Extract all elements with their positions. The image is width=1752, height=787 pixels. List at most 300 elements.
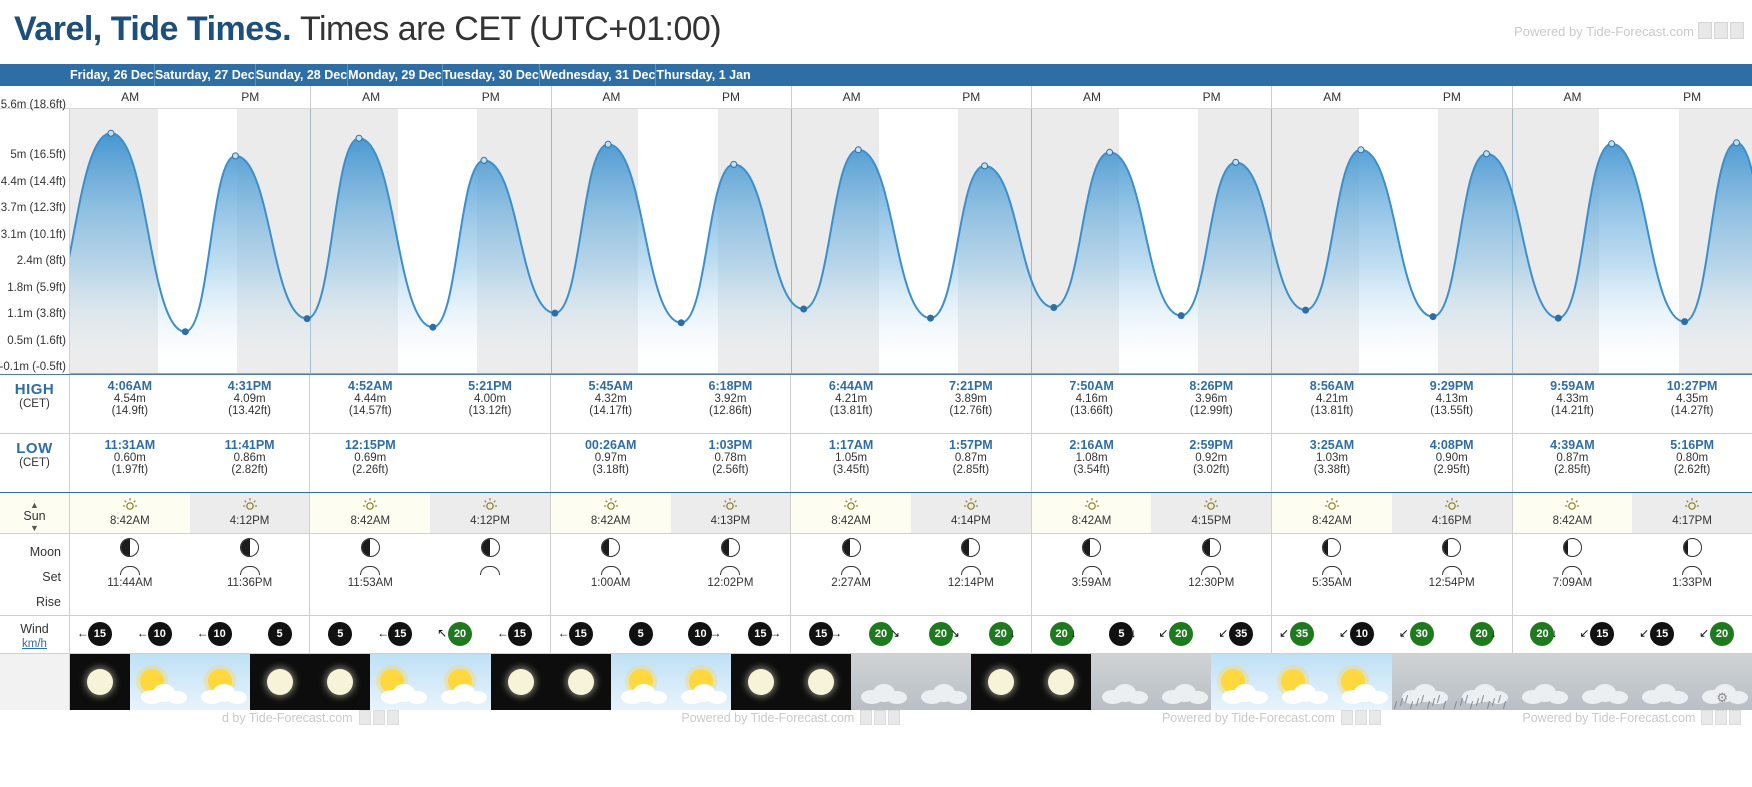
tide-curve-svg bbox=[70, 109, 1752, 374]
footer-flag-icon-3[interactable] bbox=[888, 710, 900, 725]
wind-cell-3-2 bbox=[911, 616, 971, 653]
y-tick-2: 1.1m (3.8ft) bbox=[7, 308, 66, 321]
low-height-m-6-0: 0.87m bbox=[1556, 452, 1589, 464]
weather-cell-2-0 bbox=[551, 654, 611, 710]
high-height-m-2-0: 4.32m bbox=[594, 393, 627, 405]
moon-phase-icon-0-0 bbox=[120, 538, 139, 557]
weather-cell-3-3 bbox=[971, 654, 1031, 710]
moon-cell-5-1 bbox=[1392, 534, 1512, 615]
low-day-5 bbox=[1271, 434, 1511, 492]
high-cell-3-0 bbox=[791, 375, 911, 433]
moon-phase-icon-4-1 bbox=[1202, 538, 1221, 557]
sun-day-0 bbox=[70, 493, 309, 533]
sun-cell-4-1 bbox=[1151, 493, 1271, 533]
low-height-ft-5-1: (2.95ft) bbox=[1433, 464, 1470, 476]
low-height-ft-4-1: (3.02ft) bbox=[1193, 464, 1230, 476]
low-cell-5-0 bbox=[1272, 434, 1392, 492]
high-height-m-3-1: 3.89m bbox=[954, 393, 987, 405]
wind-direction-arrow-icon-3-3: ↓ bbox=[1009, 626, 1016, 640]
sun-time-2-1: 4:13PM bbox=[710, 515, 751, 527]
am-label-2: AM bbox=[602, 90, 621, 104]
wind-cell-5-2 bbox=[1392, 616, 1452, 653]
wind-direction-arrow-icon-2-0: ← bbox=[557, 626, 570, 640]
wind-cell-5-1 bbox=[1332, 616, 1392, 653]
wind-speed-badge-4-2: 20 bbox=[1169, 622, 1193, 646]
weather-cell-2-2 bbox=[671, 654, 731, 710]
moon-time-1-0: 11:53AM bbox=[347, 577, 393, 589]
moon-rise-arc-icon-2-0 bbox=[601, 566, 621, 575]
moon-rise-arc-icon-6-0 bbox=[1562, 566, 1582, 575]
wind-cell-3-0 bbox=[791, 616, 851, 653]
low-cell-1-0 bbox=[310, 434, 430, 492]
weather-day-4 bbox=[1031, 654, 1271, 710]
high-cell-6-0 bbox=[1513, 375, 1633, 433]
wind-direction-arrow-icon-4-0: ↓ bbox=[1070, 626, 1077, 640]
low-cell-5-1 bbox=[1392, 434, 1512, 492]
wind-direction-arrow-icon-0-2: ← bbox=[196, 626, 209, 640]
high-day-5 bbox=[1271, 375, 1511, 433]
wind-speed-badge-6-2: 15 bbox=[1650, 622, 1674, 646]
wind-speed-badge-6-3: 20 bbox=[1710, 622, 1734, 646]
footer-flag-icon-1[interactable] bbox=[1701, 710, 1713, 725]
moon-rise-label: Rise bbox=[35, 595, 61, 609]
high-height-m-1-0: 4.44m bbox=[354, 393, 387, 405]
weather-cells bbox=[70, 654, 1752, 710]
day-header-6: Thursday, 1 Jan bbox=[655, 64, 750, 86]
low-time-2-1: 1:03PM bbox=[708, 438, 753, 452]
low-day-6 bbox=[1512, 434, 1752, 492]
wind-speed-badge-3-2: 20 bbox=[929, 622, 953, 646]
moon-cell-0-1 bbox=[190, 534, 310, 615]
low-height-ft-3-0: (3.45ft) bbox=[832, 464, 870, 476]
weather-row bbox=[0, 653, 1752, 710]
footer-powered-text-2: Powered by Tide-Forecast.com bbox=[1161, 710, 1335, 725]
weather-cell-3-2 bbox=[911, 654, 971, 710]
wind-speed-badge-4-3: 35 bbox=[1229, 622, 1253, 646]
high-time-4-1: 8:26PM bbox=[1189, 379, 1234, 393]
sun-time-1-1: 4:12PM bbox=[470, 515, 510, 527]
moon-cell-3-0 bbox=[791, 534, 911, 615]
am-label-4: AM bbox=[1082, 90, 1101, 104]
moon-time-0-1: 11:36PM bbox=[226, 577, 273, 589]
am-label-1: AM bbox=[362, 90, 381, 104]
low-height-m-4-0: 1.08m bbox=[1075, 452, 1108, 464]
wind-direction-arrow-icon-2-3: → bbox=[769, 626, 782, 640]
moon-phase-icon-2-1 bbox=[721, 538, 740, 557]
low-cell-2-1 bbox=[671, 434, 791, 492]
high-height-ft-1-0: (14.57ft) bbox=[348, 405, 392, 417]
wind-direction-arrow-icon-1-1: ← bbox=[377, 626, 390, 640]
wind-cell-5-0 bbox=[1272, 616, 1332, 653]
weather-cell-5-2 bbox=[1392, 654, 1452, 710]
high-height-ft-4-0: (13.66ft) bbox=[1070, 405, 1113, 417]
high-cell-5-1 bbox=[1392, 375, 1512, 433]
flag-icon-1[interactable] bbox=[1698, 22, 1712, 39]
low-height-m-3-1: 0.87m bbox=[954, 452, 987, 464]
moon-time-4-1: 12:30PM bbox=[1188, 577, 1235, 589]
sunrise-icon bbox=[1442, 497, 1462, 511]
y-tick-4: 2.4m (8ft) bbox=[16, 255, 66, 268]
low-cell-3-0 bbox=[791, 434, 911, 492]
moon-phase-icon-6-0 bbox=[1563, 538, 1582, 557]
day-header-5: Wednesday, 31 Dec bbox=[539, 64, 656, 86]
sun-time-4-1: 4:15PM bbox=[1191, 515, 1232, 527]
cloud-icon bbox=[621, 682, 667, 704]
language-flags-top[interactable] bbox=[1698, 22, 1744, 39]
moon-icon-3-0 bbox=[808, 669, 834, 695]
high-time-3-0: 6:44AM bbox=[828, 379, 874, 393]
weather-day-5 bbox=[1271, 654, 1511, 710]
sunrise-icon bbox=[841, 497, 861, 511]
sun-row bbox=[0, 492, 1752, 533]
footer-flag-icon-2[interactable] bbox=[1715, 710, 1727, 725]
footer-powered-text-1: Powered by Tide-Forecast.com bbox=[681, 710, 855, 725]
low-time-0-1: 11:41PM bbox=[224, 438, 275, 452]
wind-direction-arrow-icon-3-0: → bbox=[830, 626, 843, 640]
moon-time-6-0: 7:09AM bbox=[1552, 577, 1593, 589]
high-time-2-0: 5:45AM bbox=[588, 379, 633, 393]
ampm-day-2 bbox=[551, 86, 791, 109]
low-height-ft-2-1: (2.56ft) bbox=[712, 464, 749, 476]
low-cell-4-1 bbox=[1151, 434, 1271, 492]
footer-powered-1 bbox=[551, 710, 1032, 725]
high-height-m-6-0: 4.33m bbox=[1556, 393, 1589, 405]
sun-cell-3-1 bbox=[911, 493, 1031, 533]
moon-cells bbox=[70, 534, 1752, 615]
weather-cell-6-0 bbox=[1512, 654, 1572, 710]
sunrise-icon bbox=[1201, 497, 1221, 511]
wind-cell-0-0 bbox=[70, 616, 130, 653]
high-height-ft-0-1: (13.42ft) bbox=[228, 405, 271, 417]
cloud-icon bbox=[1342, 682, 1388, 704]
cloud-icon bbox=[381, 682, 427, 704]
weather-day-3 bbox=[791, 654, 1031, 710]
cloud-icon bbox=[1582, 682, 1628, 704]
y-tick-1: 0.5m (1.6ft) bbox=[7, 334, 66, 347]
footer-flag-icon-1[interactable] bbox=[860, 710, 872, 725]
wind-cell-3-3 bbox=[971, 616, 1031, 653]
wind-cells bbox=[70, 616, 1752, 653]
moon-icon-3-3 bbox=[988, 669, 1014, 695]
high-label-text: HIGH bbox=[14, 381, 55, 398]
high-height-m-3-0: 4.21m bbox=[835, 393, 868, 405]
weather-day-2 bbox=[551, 654, 791, 710]
wind-direction-arrow-icon-6-0: ↓ bbox=[1551, 626, 1558, 640]
wind-cell-0-1 bbox=[130, 616, 190, 653]
low-height-m-6-1: 0.80m bbox=[1676, 452, 1709, 464]
ampm-row bbox=[0, 86, 1752, 109]
footer-strip bbox=[0, 710, 1752, 725]
high-tide-row bbox=[0, 374, 1752, 433]
moon-cell-6-1 bbox=[1632, 534, 1752, 615]
pm-label-2: PM bbox=[722, 90, 741, 104]
moon-phase-icon-3-1 bbox=[961, 538, 980, 557]
low-time-4-0: 2:16AM bbox=[1069, 438, 1114, 452]
footer-flag-icon-2[interactable] bbox=[1355, 710, 1367, 725]
ampm-day-6 bbox=[1512, 86, 1752, 109]
wind-direction-arrow-icon-4-2: ↙ bbox=[1158, 626, 1169, 640]
day-header-4: Tuesday, 30 Dec bbox=[442, 64, 539, 86]
pm-label-4: PM bbox=[1202, 90, 1221, 104]
sun-time-5-1: 4:16PM bbox=[1431, 515, 1472, 527]
sun-cell-0-0 bbox=[70, 493, 190, 533]
moon-time-5-0: 5:35AM bbox=[1312, 577, 1352, 589]
high-day-1 bbox=[309, 375, 549, 433]
wind-cell-4-2 bbox=[1151, 616, 1211, 653]
sun-cell-6-1 bbox=[1632, 493, 1752, 533]
low-height-ft-2-0: (3.18ft) bbox=[592, 464, 629, 476]
low-day-0 bbox=[70, 434, 309, 492]
high-cell-2-0 bbox=[551, 375, 671, 433]
low-cell-0-1 bbox=[190, 434, 310, 492]
high-tide-label bbox=[0, 375, 70, 433]
y-tick-9: 5.6m (18.6ft) bbox=[0, 99, 66, 111]
high-time-6-0: 9:59AM bbox=[1550, 379, 1595, 393]
high-time-0-0: 4:06AM bbox=[107, 379, 153, 393]
sunrise-icon bbox=[1682, 497, 1702, 511]
moon-cell-2-1 bbox=[671, 534, 791, 615]
high-height-ft-6-0: (14.21ft) bbox=[1550, 405, 1594, 417]
footer-powered-0 bbox=[70, 710, 551, 725]
wind-direction-arrow-icon-5-1: ↙ bbox=[1338, 626, 1349, 640]
high-height-m-5-0: 4.21m bbox=[1315, 393, 1348, 405]
weather-cell-0-3 bbox=[250, 654, 310, 710]
sun-cell-2-1 bbox=[671, 493, 791, 533]
day-header-1: Saturday, 27 Dec bbox=[154, 64, 255, 86]
moon-set-arc-icon-1-0 bbox=[360, 566, 380, 575]
moon-cell-2-0 bbox=[551, 534, 671, 615]
sun-cell-0-1 bbox=[190, 493, 310, 533]
moon-day-3 bbox=[790, 534, 1030, 615]
footer-powered-text-0: d by Tide-Forecast.com bbox=[221, 710, 353, 725]
wind-direction-arrow-icon-2-2: → bbox=[709, 626, 722, 640]
cloud-icon bbox=[1162, 682, 1208, 704]
low-tide-row bbox=[0, 434, 1752, 492]
wind-day-6 bbox=[1512, 616, 1752, 653]
wind-speed-badge-4-0: 20 bbox=[1050, 622, 1074, 646]
footer-flags-2[interactable] bbox=[1341, 710, 1381, 725]
moon-icon-2-0 bbox=[568, 669, 594, 695]
moon-time-4-0: 3:59AM bbox=[1071, 577, 1112, 589]
wind-unit-link[interactable]: km/h bbox=[22, 638, 47, 650]
weather-cell-1-1 bbox=[370, 654, 430, 710]
footer-powered-text-3: Powered by Tide-Forecast.com bbox=[1522, 710, 1696, 725]
moon-icon-0-0 bbox=[87, 669, 113, 695]
wind-speed-badge-2-1: 5 bbox=[629, 622, 653, 646]
wind-cell-6-2 bbox=[1632, 616, 1692, 653]
timezone-title: Times are CET (UTC+01:00) bbox=[299, 10, 722, 48]
cloud-icon bbox=[141, 682, 187, 704]
ampm-cells bbox=[70, 86, 1752, 108]
weather-cell-6-2 bbox=[1632, 654, 1692, 710]
cloud-icon bbox=[1102, 682, 1148, 704]
low-time-1-0: 12:15PM bbox=[344, 438, 396, 452]
high-cell-4-0 bbox=[1032, 375, 1152, 433]
low-time-6-1: 5:16PM bbox=[1670, 438, 1714, 452]
moon-set-label: Set bbox=[42, 570, 61, 584]
low-time-3-1: 1:57PM bbox=[948, 438, 993, 452]
sun-day-5 bbox=[1271, 493, 1511, 533]
sun-day-2 bbox=[550, 493, 790, 533]
cloud-icon bbox=[921, 682, 967, 704]
wind-speed-badge-3-1: 20 bbox=[869, 622, 893, 646]
sun-day-6 bbox=[1512, 493, 1752, 533]
sun-cell-1-1 bbox=[430, 493, 550, 533]
moon-cell-0-0 bbox=[70, 534, 190, 615]
moon-time-6-1: 1:33PM bbox=[1672, 577, 1712, 589]
low-cell-2-0 bbox=[551, 434, 671, 492]
high-height-ft-0-0: (14.9ft) bbox=[111, 405, 149, 417]
wind-direction-arrow-icon-0-0: ← bbox=[76, 626, 89, 640]
sun-cell-6-0 bbox=[1513, 493, 1633, 533]
footer-flags-0[interactable] bbox=[359, 710, 399, 725]
wind-direction-arrow-icon-4-3: ↙ bbox=[1218, 626, 1229, 640]
high-cell-4-1 bbox=[1151, 375, 1271, 433]
moon-set-arc-icon-0-0 bbox=[120, 566, 140, 575]
wind-day-2 bbox=[550, 616, 790, 653]
flag-icon-3[interactable] bbox=[1730, 22, 1744, 39]
footer-flags-3[interactable] bbox=[1701, 710, 1741, 725]
settings-gear-icon[interactable]: ⚙ bbox=[1716, 690, 1728, 705]
footer-flag-icon-2[interactable] bbox=[373, 710, 385, 725]
weather-cell-4-2 bbox=[1151, 654, 1211, 710]
moon-icon-0-3 bbox=[267, 669, 293, 695]
high-height-ft-5-0: (13.81ft) bbox=[1310, 405, 1354, 417]
footer-flag-icon-1[interactable] bbox=[359, 710, 371, 725]
footer-flag-icon-2[interactable] bbox=[874, 710, 886, 725]
moon-rise-arc-icon-0-1 bbox=[240, 566, 260, 575]
wind-speed-badge-0-2: 10 bbox=[208, 622, 232, 646]
y-tick-6: 3.7m (12.3ft) bbox=[0, 202, 66, 215]
moon-set-arc-icon-5-1 bbox=[1442, 566, 1462, 575]
powered-by-top: Powered by Tide-Forecast.com bbox=[1514, 24, 1694, 39]
sun-up-arrow-icon: ▲ bbox=[30, 500, 39, 510]
weather-cell-4-0 bbox=[1031, 654, 1091, 710]
footer-flag-icon-1[interactable] bbox=[1341, 710, 1353, 725]
high-cell-1-1 bbox=[430, 375, 550, 433]
moon-phase-icon-1-1 bbox=[481, 538, 500, 557]
sunrise-icon bbox=[1562, 497, 1582, 511]
wind-speed-badge-5-3: 20 bbox=[1470, 622, 1494, 646]
wind-speed-badge-3-0: 15 bbox=[809, 622, 833, 646]
low-time-5-1: 4:08PM bbox=[1429, 438, 1474, 452]
moon-set-arc-icon-2-1 bbox=[720, 566, 740, 575]
wind-speed-badge-0-3: 5 bbox=[268, 622, 292, 646]
flag-icon-2[interactable] bbox=[1714, 22, 1728, 39]
moon-cell-4-1 bbox=[1151, 534, 1271, 615]
rain-icon bbox=[1452, 694, 1512, 710]
low-height-m-3-0: 1.05m bbox=[835, 452, 868, 464]
weather-cell-6-1 bbox=[1572, 654, 1632, 710]
footer-flag-icon-3[interactable] bbox=[1369, 710, 1381, 725]
high-cell-1-0 bbox=[310, 375, 430, 433]
low-day-3 bbox=[790, 434, 1030, 492]
low-height-m-2-0: 0.97m bbox=[594, 452, 627, 464]
pm-label-5: PM bbox=[1442, 90, 1461, 104]
wind-speed-badge-3-3: 20 bbox=[989, 622, 1013, 646]
moon-set-arc-icon-3-1 bbox=[961, 566, 981, 575]
low-height-m-4-1: 0.92m bbox=[1195, 452, 1228, 464]
low-cell-6-0 bbox=[1513, 434, 1633, 492]
wind-direction-arrow-icon-5-0: ↙ bbox=[1279, 626, 1290, 640]
wind-speed-badge-1-3: 15 bbox=[508, 622, 532, 646]
sun-cell-5-0 bbox=[1272, 493, 1392, 533]
footer-flags-1[interactable] bbox=[860, 710, 900, 725]
wind-cell-1-2 bbox=[430, 616, 490, 653]
low-height-m-2-1: 0.78m bbox=[714, 452, 747, 464]
moon-day-1 bbox=[309, 534, 549, 615]
wind-day-4 bbox=[1031, 616, 1271, 653]
wind-speed-badge-6-0: 20 bbox=[1530, 622, 1554, 646]
high-height-m-5-1: 4.13m bbox=[1435, 393, 1468, 405]
weather-cell-2-3 bbox=[731, 654, 791, 710]
moon-time-3-1: 12:14PM bbox=[947, 577, 994, 589]
moon-rise-arc-icon-3-0 bbox=[841, 566, 861, 575]
low-label-text: LOW bbox=[16, 440, 53, 457]
high-time-4-0: 7:50AM bbox=[1069, 379, 1114, 393]
low-height-ft-1-0: (2.26ft) bbox=[352, 464, 389, 476]
wind-direction-arrow-icon-6-2: ↙ bbox=[1639, 626, 1650, 640]
location-title: Varel, Tide Times. bbox=[14, 10, 292, 48]
moon-rise-arc-icon-4-0 bbox=[1082, 566, 1102, 575]
day-header-0: Friday, 26 Dec bbox=[70, 68, 154, 82]
wind-cell-6-1 bbox=[1572, 616, 1632, 653]
sun-time-5-0: 8:42AM bbox=[1312, 515, 1352, 527]
tide-chart bbox=[0, 99, 1752, 374]
am-label-3: AM bbox=[842, 90, 861, 104]
day-header-2: Sunday, 28 Dec bbox=[255, 64, 347, 86]
moon-day-4 bbox=[1031, 534, 1271, 615]
moon-phase-icon-2-0 bbox=[601, 538, 620, 557]
weather-cell-0-2 bbox=[190, 654, 250, 710]
wind-label bbox=[0, 616, 70, 653]
ampm-day-5 bbox=[1271, 86, 1511, 109]
footer-flag-icon-3[interactable] bbox=[387, 710, 399, 725]
wind-day-3 bbox=[790, 616, 1030, 653]
wind-cell-0-3 bbox=[250, 616, 310, 653]
day-header-3: Monday, 29 Dec bbox=[347, 64, 442, 86]
wind-direction-arrow-icon-5-2: ↙ bbox=[1398, 626, 1409, 640]
wind-speed-badge-1-1: 15 bbox=[388, 622, 412, 646]
am-label-0: AM bbox=[121, 90, 140, 104]
y-tick-8: 5m (16.5ft) bbox=[10, 149, 66, 162]
moon-day-6 bbox=[1512, 534, 1752, 615]
moon-label bbox=[0, 534, 70, 615]
y-tick-5: 3.1m (10.1ft) bbox=[0, 228, 66, 241]
wind-cell-4-1 bbox=[1092, 616, 1152, 653]
weather-cell-5-1 bbox=[1331, 654, 1391, 710]
sun-time-0-0: 8:42AM bbox=[110, 515, 150, 527]
day-header-row bbox=[0, 64, 1752, 86]
high-height-m-4-1: 3.96m bbox=[1195, 393, 1228, 405]
low-height-ft-6-1: (2.62ft) bbox=[1673, 464, 1711, 476]
sun-time-4-0: 8:42AM bbox=[1071, 515, 1112, 527]
footer-flag-icon-3[interactable] bbox=[1729, 710, 1741, 725]
moon-phase-icon-5-1 bbox=[1442, 538, 1461, 557]
low-cell-3-1 bbox=[911, 434, 1031, 492]
ampm-day-3 bbox=[791, 86, 1031, 109]
weather-cell-5-0 bbox=[1271, 654, 1331, 710]
moon-icon-4-0 bbox=[1048, 669, 1074, 695]
moon-cell-1-0 bbox=[310, 534, 430, 615]
low-cell-0-0 bbox=[70, 434, 190, 492]
wind-day-1 bbox=[309, 616, 549, 653]
sun-time-6-1: 4:17PM bbox=[1672, 515, 1712, 527]
moon-phase-icon-3-0 bbox=[842, 538, 861, 557]
moon-label-text: Moon bbox=[29, 545, 61, 559]
weather-cell-4-3 bbox=[1211, 654, 1271, 710]
wind-cell-6-0 bbox=[1513, 616, 1573, 653]
